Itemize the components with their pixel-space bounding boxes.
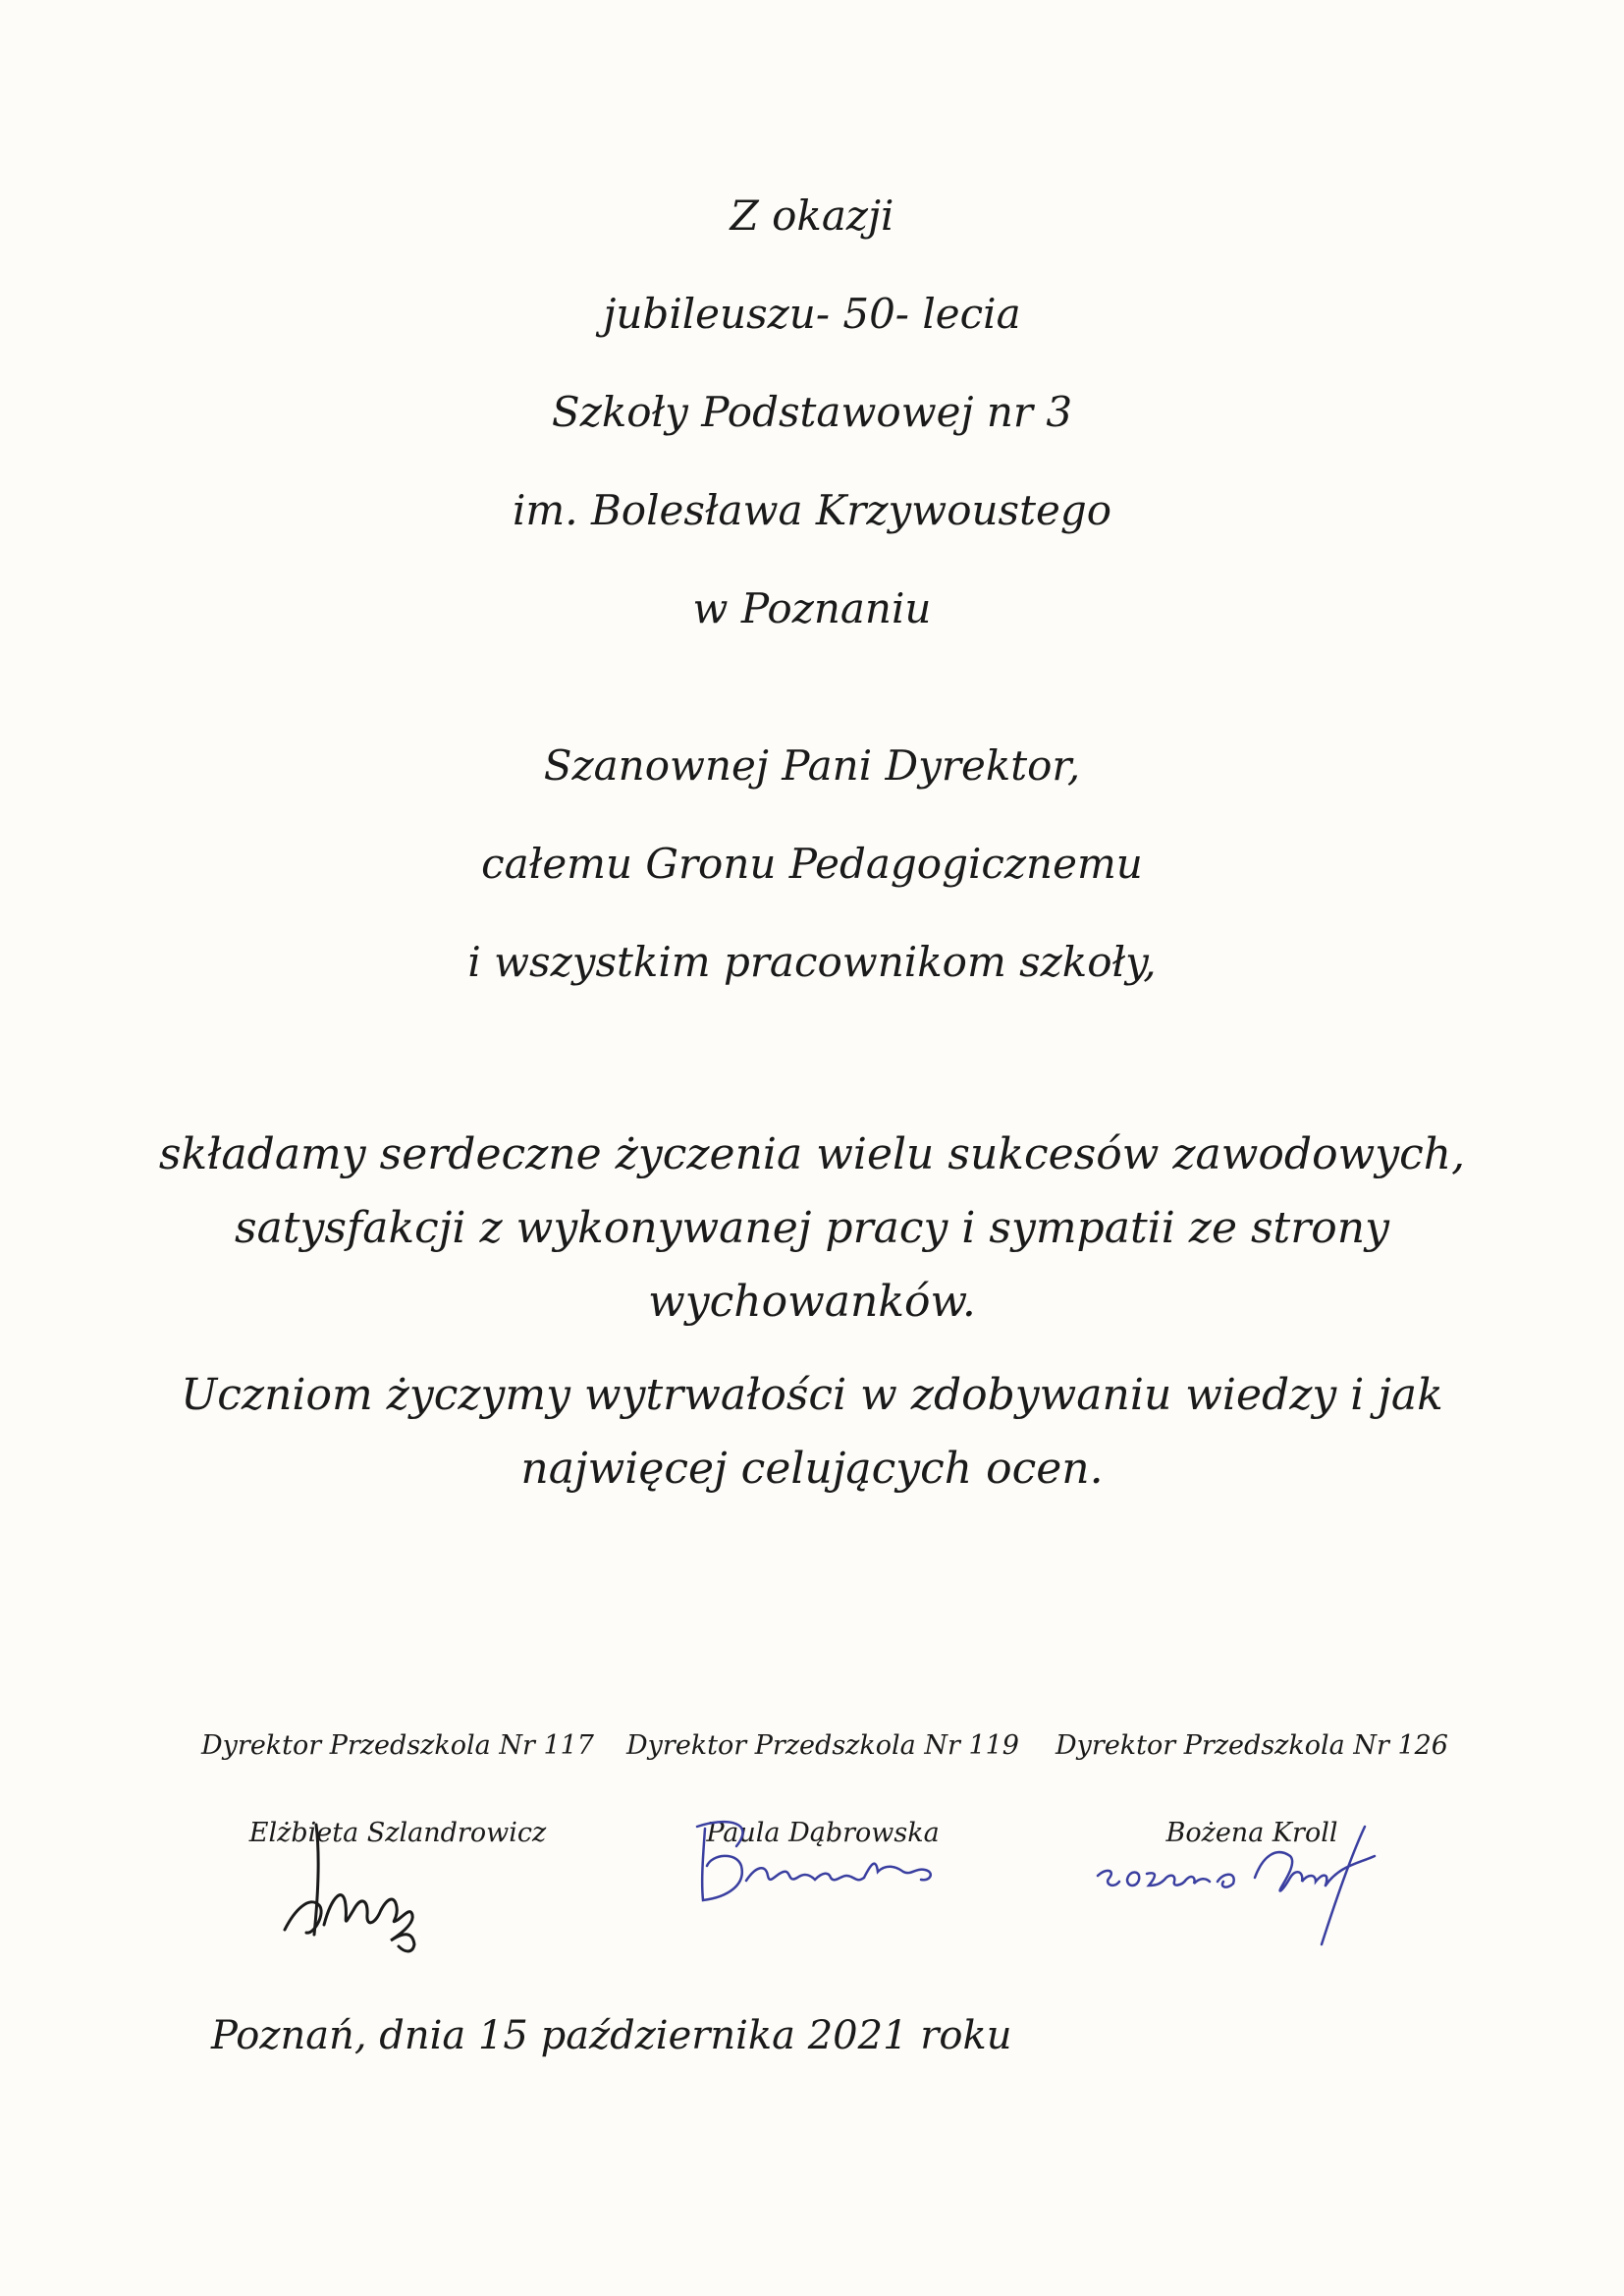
signatory-title: Dyrektor Przedszkola Nr 126 <box>1056 1730 1448 1761</box>
signatory-name: Elżbieta Szlandrowicz <box>248 1818 547 1848</box>
wishes-line-1: składamy serdeczne życzenia wielu sukcesów zawodowych, <box>158 1129 1466 1179</box>
signature-126-image <box>1080 1817 1394 1954</box>
signature-119-image <box>668 1807 962 1915</box>
heading-line-jubilee: jubileuszu- 50- lecia <box>603 290 1021 338</box>
students-line-2: najwięcej celujących ocen. <box>520 1444 1104 1494</box>
students-line-1: Uczniom życzymy wytrwałości w zdobywaniu wiedzy i jak <box>181 1370 1443 1420</box>
signature-117-image <box>265 1817 461 1964</box>
heading-line-occasion: Z okazji <box>730 191 894 240</box>
heading-line-city: w Poznaniu <box>692 584 932 632</box>
signatory-name: Bożena Kroll <box>1165 1818 1338 1848</box>
address-line-director: Szanownej Pani Dyrektor, <box>543 741 1081 790</box>
address-line-staff: całemu Gronu Pedagogicznemu <box>481 840 1143 888</box>
wishes-line-2: satysfakcji z wykonywanej pracy i sympatii ze strony <box>235 1203 1389 1253</box>
signatory-title: Dyrektor Przedszkola Nr 119 <box>626 1730 1019 1761</box>
heading-line-patron: im. Bolesława Krzywoustego <box>512 486 1111 534</box>
signatory-name: Paula Dąbrowska <box>706 1818 940 1848</box>
signatory-title: Dyrektor Przedszkola Nr 117 <box>201 1730 594 1761</box>
place-date: Poznań, dnia 15 października 2021 roku <box>211 2013 1012 2058</box>
heading-line-school: Szkoły Podstawowej nr 3 <box>551 388 1073 436</box>
wishes-line-3: wychowanków. <box>648 1277 976 1327</box>
address-line-employees: i wszystkim pracownikom szkoły, <box>467 938 1157 986</box>
